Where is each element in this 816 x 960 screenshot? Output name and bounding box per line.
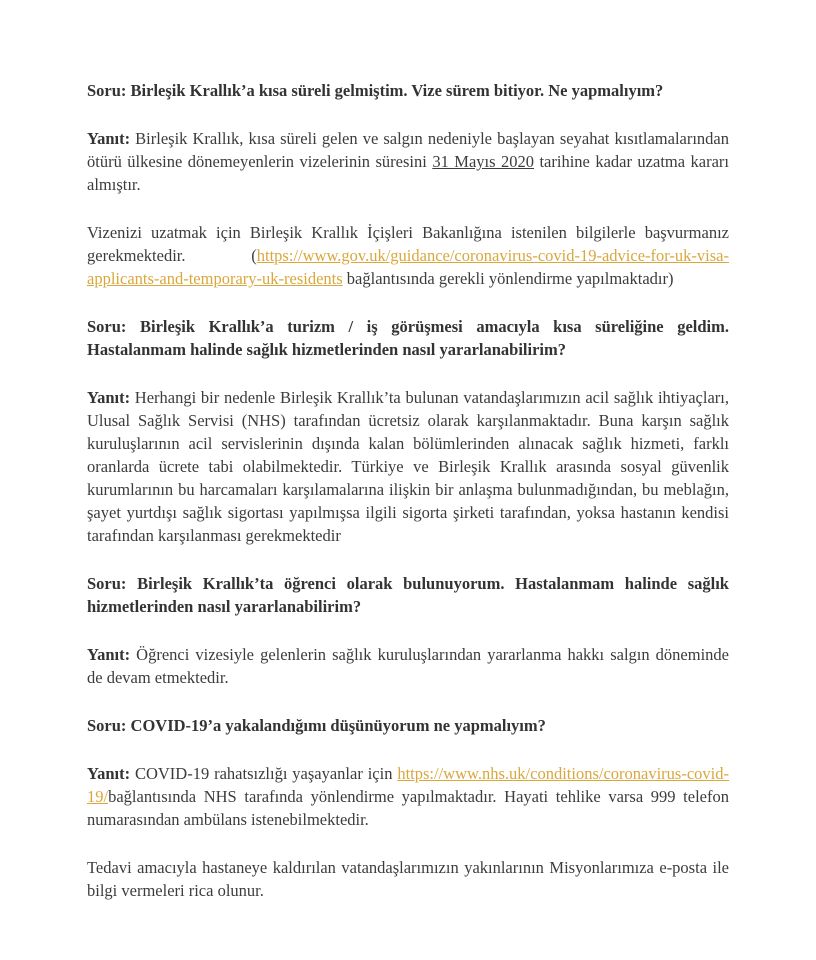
question-2-tourist-health: Soru: Birleşik Krallık’a turizm / iş görüşmesi amacıyla kısa süreliğine geldim. Hastalanmam halinde sağlık hizmetlerinden nasıl yararlanabilirim? [87, 317, 729, 359]
answer-4-covid-symptoms [87, 762, 729, 831]
answer-text: Herhangi bir nedenle Birleşik Krallık’ta bulunan vatandaşlarımızın acil sağlık ihtiyaçları, Ulusal Sağlık Servisi (NHS) tarafından ücretsiz olarak karşılanmaktadır. Buna karşın sağlık kuruluşlarının acil servislerinin dışında kalan bölümlerinden alınacak sağlık hizmeti, farklı oranlarda ücrete tabi olabilmektedir. Türkiye ve Birleşik Krallık arasında sosyal güvenlik kurumlarının bu harcamaları karşılamalarına ilişkin bir anlaşma bulunmadığından, bu meblağın, şayet yurtdışı sağlık sigortası yapılmışsa ilgili sigorta şirketi tarafından, yoksa hastanın kendisi tarafından karşılanması gerekmektedir [87, 388, 729, 545]
question-4-covid-symptoms: Soru: COVID-19’a yakalandığımı düşünüyorum ne yapmalıyım? [87, 716, 546, 735]
paragraph-text: Vizenizi uzatmak için Birleşik Krallık İçişleri Bakanlığına istenilen bilgilerle başvurmanız gerekmektedir. ( [87, 223, 729, 265]
answer-label: Yanıt: [87, 764, 131, 783]
question-1-visa-expiry: Soru: Birleşik Krallık’a kısa süreli gelmiştim. Vize sürem bitiyor. Ne yapmalıyım? [87, 81, 664, 100]
answer-2-tourist-health [87, 386, 729, 547]
answer-label: Yanıt: [87, 129, 131, 148]
answer-text: Öğrenci vizesiyle gelenlerin sağlık kuruluşlarından yararlanma hakkı salgın döneminde de devam etmektedir. [87, 645, 729, 687]
answer-label: Yanıt: [87, 645, 131, 664]
nhs-conditions-link[interactable]: https://www.nhs.uk/conditions/coronavirus-covid-19/ [87, 764, 729, 806]
answer-text: Birleşik Krallık, kısa süreli gelen ve salgın nedeniyle başlayan seyahat kısıtlamalarından ötürü ülkesine dönemeyenlerin vizelerinin süresini [87, 129, 729, 171]
answer-label: Yanıt: [87, 388, 131, 407]
underlined-date: 31 Mayıs 2020 [432, 152, 534, 171]
answer-3-student-health [87, 643, 729, 689]
answer-text: tarihine kadar uzatma kararı almıştır. [87, 152, 729, 194]
paragraph-visa-extension [87, 221, 729, 290]
gov-uk-visa-link[interactable]: https://www.gov.uk/guidance/coronavirus-covid-19-advice-for-uk-visa-applicants-and-temporary-uk-residents [87, 246, 729, 288]
answer-text: COVID-19 rahatsızlığı yaşayanlar için [130, 764, 398, 783]
paragraph-hospital-notice: Tedavi amacıyla hastaneye kaldırılan vatandaşlarımızın yakınlarının Misyonlarımıza e-posta ile bilgi vermeleri rica olunur. [87, 858, 729, 900]
question-3-student-health: Soru: Birleşik Krallık’ta öğrenci olarak bulunuyorum. Hastalanmam halinde sağlık hizmetlerinden nasıl yararlanabilirim? [87, 574, 729, 616]
paragraph-text: bağlantısında gerekli yönlendirme yapılmaktadır) [342, 269, 674, 288]
answer-text: bağlantısında NHS tarafında yönlendirme yapılmaktadır. Hayati tehlike varsa 999 telefon numarasından ambülans istenebilmektedir. [87, 787, 729, 829]
answer-1-visa-expiry [87, 127, 729, 196]
